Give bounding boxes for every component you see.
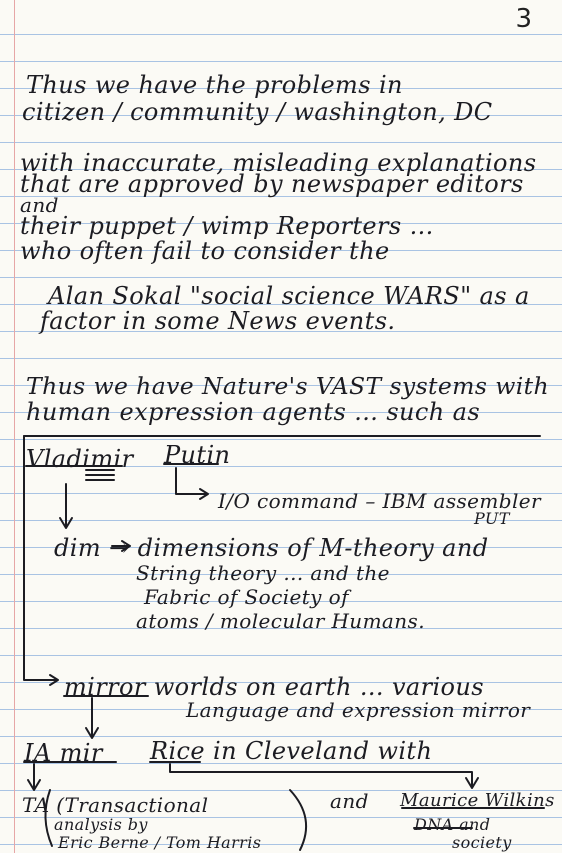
text-line: citizen / community / washington, DC xyxy=(22,98,493,126)
text-line: String theory ... and the xyxy=(136,561,390,585)
text-line: Thus we have Nature's VAST systems with xyxy=(26,372,550,400)
text-line: Eric Berne / Tom Harris xyxy=(58,833,262,852)
text-line: society xyxy=(452,833,512,852)
text-line: Thus we have the problems in xyxy=(26,71,403,99)
text-line-name: Vladimir xyxy=(26,445,134,473)
bracket-line xyxy=(24,436,34,680)
parenthesis xyxy=(290,790,306,850)
text-line: Fabric of Society of xyxy=(144,585,349,609)
text-line: atoms / molecular Humans. xyxy=(136,609,425,633)
text-line: their puppet / wimp Reporters ... xyxy=(20,212,434,240)
scribble-mark xyxy=(86,470,114,480)
text-line: Alan Sokal "social science WARS" as a xyxy=(48,282,530,310)
text-line: that are approved by newspaper editors xyxy=(20,170,524,198)
text-line: factor in some News events. xyxy=(40,307,396,335)
text-line: IA mir xyxy=(24,739,103,767)
text-line: TA (Transactional xyxy=(22,793,209,817)
text-line: and xyxy=(330,789,369,813)
text-line: analysis by xyxy=(54,815,148,834)
text-line: I/O command – IBM assembler xyxy=(218,489,541,513)
text-line-name: Putin xyxy=(164,441,231,469)
parenthesis xyxy=(45,790,52,846)
text-line: who often fail to consider the xyxy=(20,237,390,265)
text-line: human expression agents ... such as xyxy=(26,398,481,426)
text-line: DNA and xyxy=(414,815,491,834)
text-line: mirror worlds on earth ... various xyxy=(64,673,484,701)
text-line: Rice in Cleveland with xyxy=(150,737,433,765)
text-line: and xyxy=(20,193,59,217)
text-line: dim → dimensions of M-theory and xyxy=(54,534,489,562)
text-line: Language and expression mirror xyxy=(186,698,531,722)
page-number: 3 xyxy=(515,4,532,34)
arrow-line xyxy=(170,764,472,786)
text-line: Maurice Wilkins xyxy=(400,790,555,811)
text-line: PUT xyxy=(474,509,510,528)
text-line: with inaccurate, misleading explanations xyxy=(20,149,537,177)
